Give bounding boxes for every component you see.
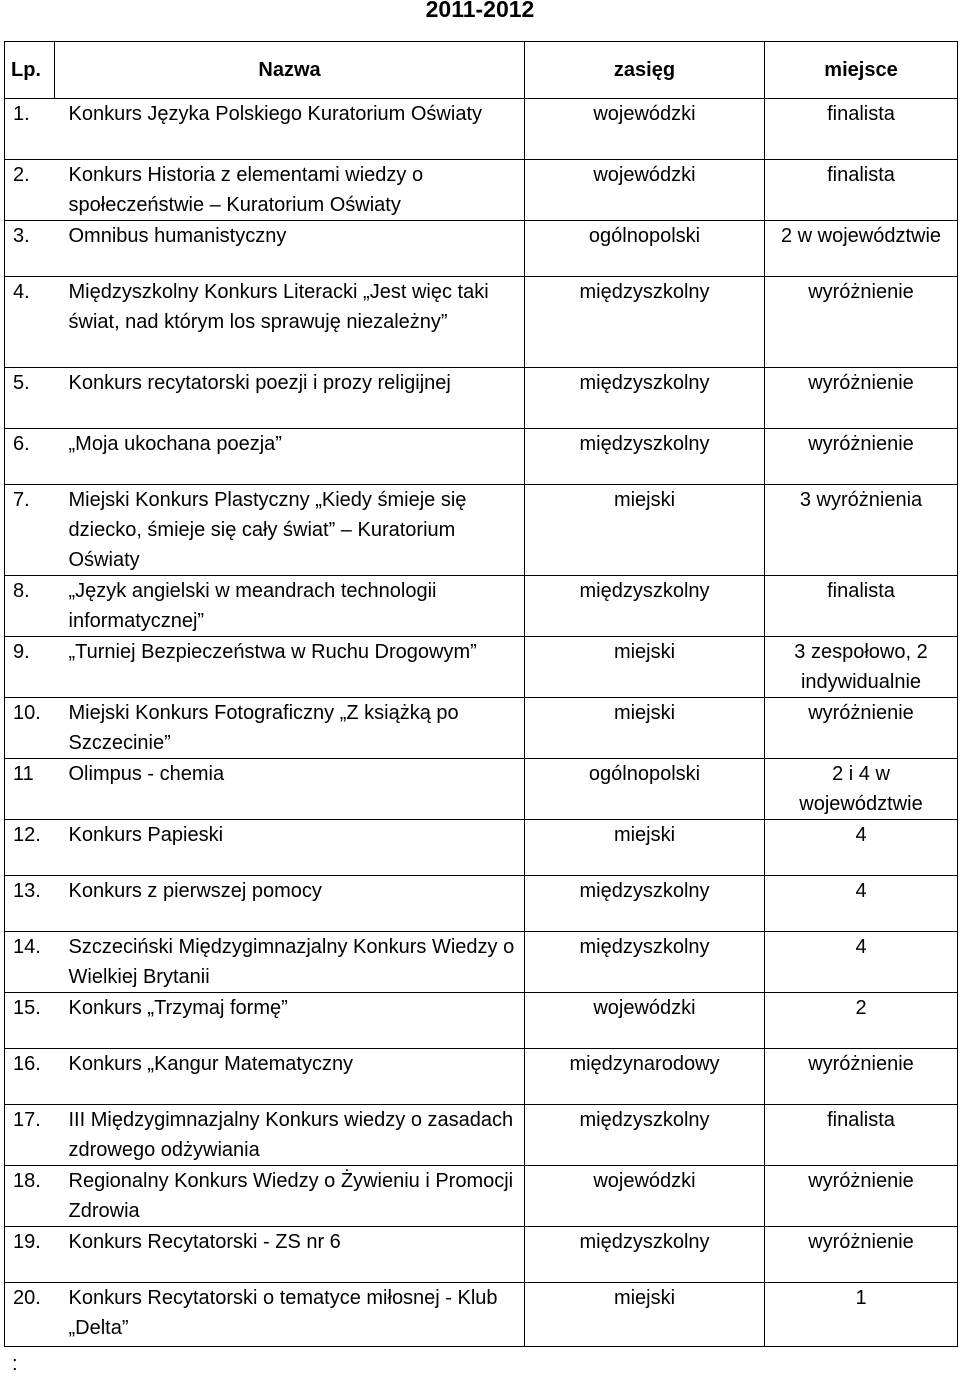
row-miejsce: wyróżnienie bbox=[765, 368, 958, 429]
row-number: 16. bbox=[5, 1049, 55, 1105]
row-competition-name: III Międzygimnazjalny Konkurs wiedzy o zasadach zdrowego odżywiania bbox=[55, 1105, 525, 1166]
row-competition-name: Regionalny Konkurs Wiedzy o Żywieniu i Promocji Zdrowia bbox=[55, 1166, 525, 1227]
header-zasieg: zasięg bbox=[525, 42, 765, 99]
table-row bbox=[5, 759, 958, 820]
row-miejsce: 3 wyróżnienia bbox=[765, 485, 958, 576]
row-miejsce: 2 i 4 w województwie bbox=[765, 759, 958, 820]
row-competition-name: „Moja ukochana poezja” bbox=[55, 429, 525, 485]
row-number: 3. bbox=[5, 221, 55, 277]
table-row bbox=[5, 876, 958, 932]
row-competition-name: Konkurs Języka Polskiego Kuratorium Oświaty bbox=[55, 99, 525, 160]
table-row bbox=[5, 637, 958, 698]
table-row bbox=[5, 1049, 958, 1105]
row-miejsce: 4 bbox=[765, 932, 958, 993]
row-number: 11 bbox=[5, 759, 55, 820]
row-competition-name: Konkurs „Kangur Matematyczny bbox=[55, 1049, 525, 1105]
row-number: 8. bbox=[5, 576, 55, 637]
row-competition-name: Szczeciński Międzygimnazjalny Konkurs Wiedzy o Wielkiej Brytanii bbox=[55, 932, 525, 993]
row-number: 5. bbox=[5, 368, 55, 429]
row-number: 4. bbox=[5, 277, 55, 368]
row-competition-name: Konkurs Recytatorski o tematyce miłosnej - Klub „Delta” bbox=[55, 1283, 525, 1347]
row-zasieg: miejski bbox=[525, 485, 765, 576]
row-number: 10. bbox=[5, 698, 55, 759]
row-miejsce: finalista bbox=[765, 99, 958, 160]
header-nazwa: Nazwa bbox=[55, 42, 525, 99]
row-zasieg: międzyszkolny bbox=[525, 429, 765, 485]
row-number: 7. bbox=[5, 485, 55, 576]
row-competition-name: Konkurs „Trzymaj formę” bbox=[55, 993, 525, 1049]
row-zasieg: międzyszkolny bbox=[525, 277, 765, 368]
row-number: 1. bbox=[5, 99, 55, 160]
row-miejsce: wyróżnienie bbox=[765, 277, 958, 368]
table-row bbox=[5, 820, 958, 876]
row-zasieg: ogólnopolski bbox=[525, 759, 765, 820]
row-competition-name: Olimpus - chemia bbox=[55, 759, 525, 820]
table-header-row bbox=[5, 42, 958, 99]
table-row bbox=[5, 1283, 958, 1347]
table-row bbox=[5, 429, 958, 485]
row-number: 19. bbox=[5, 1227, 55, 1283]
row-zasieg: miejski bbox=[525, 637, 765, 698]
row-competition-name: „Turniej Bezpieczeństwa w Ruchu Drogowym” bbox=[55, 637, 525, 698]
row-competition-name: „Język angielski w meandrach technologii informatycznej” bbox=[55, 576, 525, 637]
row-competition-name: Konkurs recytatorski poezji i prozy religijnej bbox=[55, 368, 525, 429]
row-zasieg: miejski bbox=[525, 698, 765, 759]
row-competition-name: Konkurs z pierwszej pomocy bbox=[55, 876, 525, 932]
row-zasieg: wojewódzki bbox=[525, 99, 765, 160]
row-miejsce: 4 bbox=[765, 820, 958, 876]
row-zasieg: międzyszkolny bbox=[525, 932, 765, 993]
row-zasieg: wojewódzki bbox=[525, 993, 765, 1049]
row-competition-name: Miejski Konkurs Plastyczny „Kiedy śmieje się dziecko, śmieje się cały świat” – Kuratorium Oświaty bbox=[55, 485, 525, 576]
row-number: 2. bbox=[5, 160, 55, 221]
row-miejsce: wyróżnienie bbox=[765, 1227, 958, 1283]
row-miejsce: 2 w województwie bbox=[765, 221, 958, 277]
row-competition-name: Miejski Konkurs Fotograficzny „Z książką po Szczecinie” bbox=[55, 698, 525, 759]
table-row bbox=[5, 698, 958, 759]
row-zasieg: międzyszkolny bbox=[525, 876, 765, 932]
row-competition-name: Omnibus humanistyczny bbox=[55, 221, 525, 277]
table-row bbox=[5, 1227, 958, 1283]
row-miejsce: 2 bbox=[765, 993, 958, 1049]
table-row bbox=[5, 993, 958, 1049]
competitions-table bbox=[4, 41, 958, 1347]
row-zasieg: ogólnopolski bbox=[525, 221, 765, 277]
row-miejsce: wyróżnienie bbox=[765, 1049, 958, 1105]
row-zasieg: międzynarodowy bbox=[525, 1049, 765, 1105]
footer-mark: : bbox=[12, 1353, 18, 1375]
row-zasieg: miejski bbox=[525, 820, 765, 876]
row-miejsce: wyróżnienie bbox=[765, 698, 958, 759]
row-miejsce: 3 zespołowo, 2 indywidualnie bbox=[765, 637, 958, 698]
table-row bbox=[5, 932, 958, 993]
table-row bbox=[5, 1105, 958, 1166]
row-miejsce: finalista bbox=[765, 1105, 958, 1166]
row-zasieg: międzyszkolny bbox=[525, 576, 765, 637]
row-zasieg: wojewódzki bbox=[525, 160, 765, 221]
row-competition-name: Konkurs Recytatorski - ZS nr 6 bbox=[55, 1227, 525, 1283]
row-zasieg: międzyszkolny bbox=[525, 1105, 765, 1166]
table-row bbox=[5, 485, 958, 576]
header-miejsce: miejsce bbox=[765, 42, 958, 99]
table-row bbox=[5, 576, 958, 637]
header-lp: Lp. bbox=[5, 42, 55, 99]
row-number: 14. bbox=[5, 932, 55, 993]
row-competition-name: Konkurs Papieski bbox=[55, 820, 525, 876]
row-zasieg: międzyszkolny bbox=[525, 368, 765, 429]
row-number: 18. bbox=[5, 1166, 55, 1227]
row-miejsce: finalista bbox=[765, 160, 958, 221]
row-number: 17. bbox=[5, 1105, 55, 1166]
row-number: 13. bbox=[5, 876, 55, 932]
table-row bbox=[5, 277, 958, 368]
row-zasieg: miejski bbox=[525, 1283, 765, 1347]
row-miejsce: 1 bbox=[765, 1283, 958, 1347]
row-number: 15. bbox=[5, 993, 55, 1049]
row-zasieg: wojewódzki bbox=[525, 1166, 765, 1227]
table-row bbox=[5, 160, 958, 221]
table-row bbox=[5, 1166, 958, 1227]
row-miejsce: 4 bbox=[765, 876, 958, 932]
row-miejsce: wyróżnienie bbox=[765, 429, 958, 485]
row-miejsce: wyróżnienie bbox=[765, 1166, 958, 1227]
row-number: 20. bbox=[5, 1283, 55, 1347]
row-number: 12. bbox=[5, 820, 55, 876]
table-row bbox=[5, 368, 958, 429]
row-number: 9. bbox=[5, 637, 55, 698]
table-row bbox=[5, 221, 958, 277]
page-title: 2011-2012 bbox=[425, 0, 535, 22]
row-competition-name: Międzyszkolny Konkurs Literacki „Jest więc taki świat, nad którym los sprawuję niezależny” bbox=[55, 277, 525, 368]
table-row bbox=[5, 99, 958, 160]
row-competition-name: Konkurs Historia z elementami wiedzy o społeczeństwie – Kuratorium Oświaty bbox=[55, 160, 525, 221]
row-miejsce: finalista bbox=[765, 576, 958, 637]
row-zasieg: międzyszkolny bbox=[525, 1227, 765, 1283]
row-number: 6. bbox=[5, 429, 55, 485]
